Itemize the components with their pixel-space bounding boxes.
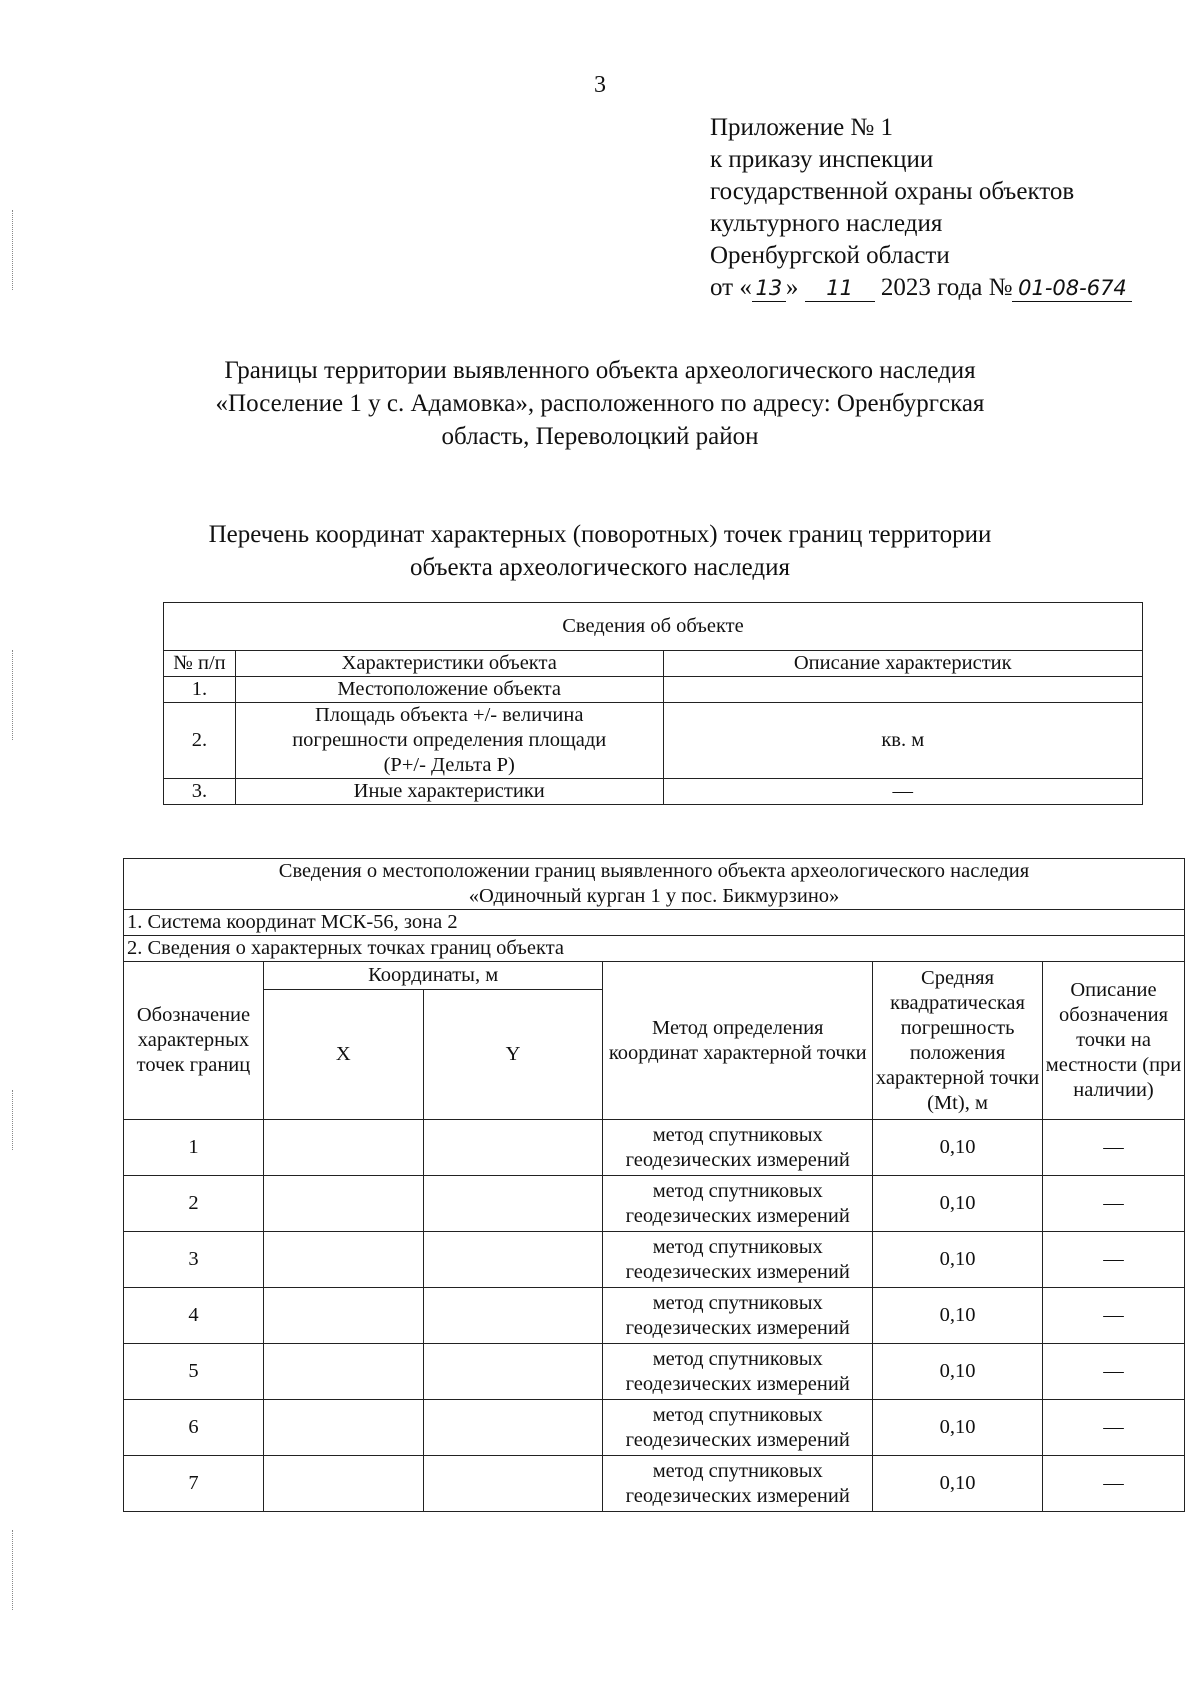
point-y	[423, 1176, 603, 1232]
row-characteristic: Иные характеристики	[235, 779, 663, 805]
row-number: 2.	[164, 703, 236, 779]
handwritten-doc-number: 01-08-674	[1012, 275, 1132, 302]
year-text: 2023 года №	[880, 274, 1013, 301]
row-description: —	[663, 779, 1143, 805]
method-line: геодезических измерений	[625, 1484, 850, 1507]
method-line: метод спутниковых	[652, 1403, 823, 1426]
table-row	[124, 1232, 1185, 1288]
point-error: 0,10	[873, 1344, 1043, 1400]
appendix-line: Оренбургской области	[710, 242, 950, 269]
method-line: метод спутниковых	[652, 1459, 823, 1482]
point-y	[423, 1232, 603, 1288]
point-rows	[124, 1120, 1185, 1512]
characteristic-line: Площадь объекта +/- величина	[314, 704, 584, 726]
point-x	[263, 1400, 423, 1456]
subtitle-line: объекта археологического наследия	[410, 554, 790, 581]
col-error: Средняя квадратическая погрешность положения характерной точки (Mt), м	[873, 962, 1043, 1120]
object-table-heading: Сведения об объекте	[164, 603, 1143, 651]
object-info-table	[163, 602, 1143, 805]
method-line: метод спутниковых	[652, 1179, 823, 1202]
method-line: метод спутниковых	[652, 1347, 823, 1370]
point-id: 2	[124, 1176, 264, 1232]
col-y: Y	[423, 990, 603, 1120]
point-error: 0,10	[873, 1120, 1043, 1176]
point-error: 0,10	[873, 1456, 1043, 1512]
title-line: «Поселение 1 у с. Адамовка», расположенного по адресу: Оренбургская	[215, 390, 985, 417]
header-characteristic: Характеристики объекта	[235, 651, 663, 677]
coordinate-system: 1. Система координат МСК-56, зона 2	[124, 910, 1185, 936]
date-prefix: от «	[710, 274, 752, 301]
heading-line: Сведения о местоположении границ выявленного объекта археологического наследия	[278, 860, 1030, 882]
method-line: геодезических измерений	[625, 1316, 850, 1339]
point-x	[263, 1120, 423, 1176]
point-id: 1	[124, 1120, 264, 1176]
point-id: 5	[124, 1344, 264, 1400]
col-method: Метод определения координат характерной точки	[603, 962, 873, 1120]
scan-margin-marks	[12, 210, 17, 290]
point-id: 4	[124, 1288, 264, 1344]
col-point-description: Описание обозначения точки на местности (при наличии)	[1043, 962, 1185, 1120]
row-characteristic: Местоположение объекта	[235, 677, 663, 703]
row-number: 3.	[164, 779, 236, 805]
point-x	[263, 1232, 423, 1288]
point-x	[263, 1176, 423, 1232]
characteristic-line: (P+/- Дельта P)	[383, 754, 515, 776]
point-method	[603, 1120, 873, 1176]
point-method	[603, 1176, 873, 1232]
point-x	[263, 1456, 423, 1512]
point-id: 3	[124, 1232, 264, 1288]
method-line: геодезических измерений	[625, 1428, 850, 1451]
point-id: 6	[124, 1400, 264, 1456]
point-method	[603, 1288, 873, 1344]
page-number: 3	[594, 72, 606, 98]
boundary-points-table	[123, 858, 1185, 1512]
header-number: № п/п	[164, 651, 236, 677]
document-title	[150, 354, 1050, 453]
table-row	[124, 1120, 1185, 1176]
appendix-line: государственной охраны объектов	[710, 178, 1075, 205]
appendix-block	[710, 112, 1132, 304]
document-subtitle	[150, 518, 1050, 584]
point-error: 0,10	[873, 1232, 1043, 1288]
point-y	[423, 1344, 603, 1400]
title-line: Границы территории выявленного объекта археологического наследия	[224, 357, 976, 384]
method-line: геодезических измерений	[625, 1204, 850, 1227]
handwritten-day: 13	[752, 275, 786, 302]
scan-margin-marks	[12, 1090, 17, 1150]
point-method	[603, 1344, 873, 1400]
point-description: —	[1043, 1176, 1185, 1232]
point-y	[423, 1120, 603, 1176]
point-error: 0,10	[873, 1176, 1043, 1232]
table-row	[124, 1288, 1185, 1344]
point-method	[603, 1456, 873, 1512]
appendix-line: к приказу инспекции	[710, 146, 934, 173]
point-x	[263, 1344, 423, 1400]
point-description: —	[1043, 1344, 1185, 1400]
table-row	[124, 1176, 1185, 1232]
point-error: 0,10	[873, 1400, 1043, 1456]
col-designation: Обозначение характерных точек границ	[124, 962, 264, 1120]
method-line: метод спутниковых	[652, 1235, 823, 1258]
method-line: геодезических измерений	[625, 1260, 850, 1283]
col-x: X	[263, 990, 423, 1120]
point-y	[423, 1288, 603, 1344]
table-row	[124, 1400, 1185, 1456]
point-method	[603, 1232, 873, 1288]
table-row	[124, 1456, 1185, 1512]
point-description: —	[1043, 1456, 1185, 1512]
point-y	[423, 1400, 603, 1456]
title-line: область, Переволоцкий район	[441, 423, 759, 450]
appendix-line: культурного наследия	[710, 210, 943, 237]
appendix-date-line	[710, 272, 1132, 304]
subtitle-line: Перечень координат характерных (поворотных) точек границ территории	[208, 521, 992, 548]
point-description: —	[1043, 1400, 1185, 1456]
point-error: 0,10	[873, 1288, 1043, 1344]
row-characteristic	[235, 703, 663, 779]
heading-line: «Одиночный курган 1 у пос. Бикмурзино»	[468, 885, 840, 907]
table-row	[124, 1344, 1185, 1400]
method-line: геодезических измерений	[625, 1372, 850, 1395]
row-description	[663, 677, 1143, 703]
method-line: геодезических измерений	[625, 1148, 850, 1171]
point-x	[263, 1288, 423, 1344]
point-description: —	[1043, 1232, 1185, 1288]
point-id: 7	[124, 1456, 264, 1512]
header-description: Описание характеристик	[663, 651, 1143, 677]
points-info: 2. Сведения о характерных точках границ объекта	[124, 936, 1185, 962]
point-y	[423, 1456, 603, 1512]
handwritten-month: 11	[805, 275, 875, 302]
point-description: —	[1043, 1288, 1185, 1344]
date-mid: »	[785, 274, 799, 301]
appendix-line: Приложение № 1	[710, 114, 894, 141]
method-line: метод спутниковых	[652, 1123, 823, 1146]
characteristic-line: погрешности определения площади	[292, 729, 607, 751]
col-coordinates: Координаты, м	[263, 962, 602, 990]
scan-margin-marks	[12, 650, 17, 740]
point-method	[603, 1400, 873, 1456]
row-description: кв. м	[663, 703, 1143, 779]
point-description: —	[1043, 1120, 1185, 1176]
points-table-heading	[124, 859, 1185, 910]
scan-margin-marks	[12, 1530, 17, 1610]
method-line: метод спутниковых	[652, 1291, 823, 1314]
row-number: 1.	[164, 677, 236, 703]
